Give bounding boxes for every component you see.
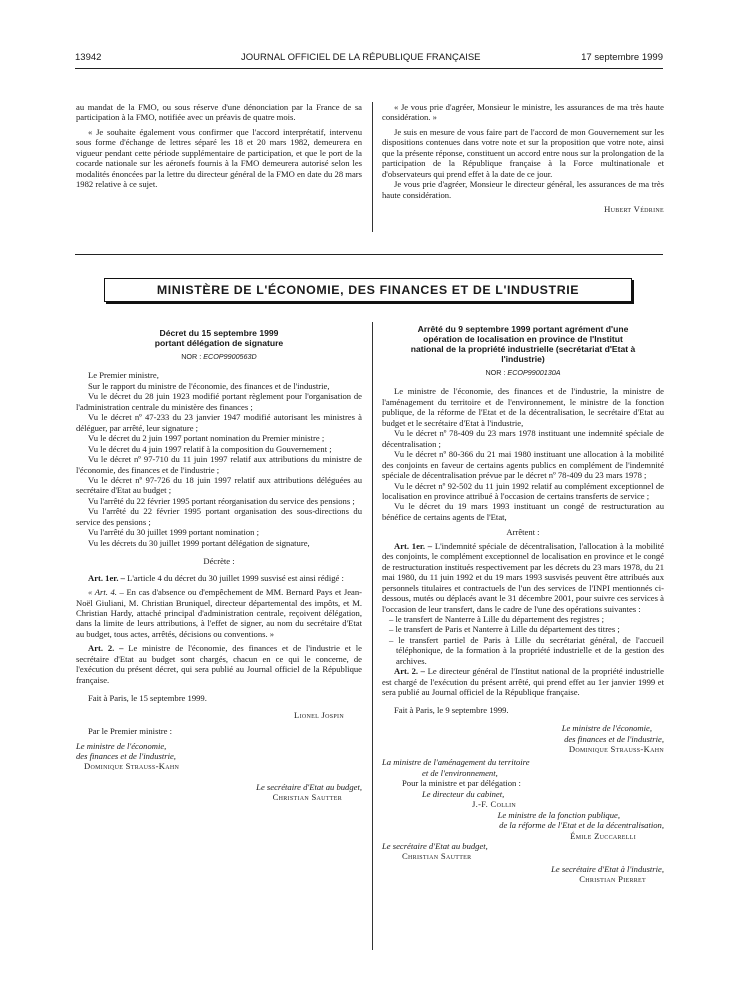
article-label: Art. 2. – [394,666,425,677]
paragraph: « Je souhaite également vous confirmer que l'accord interprétatif, intervenu sous forme d'échange de lettres séparé les 18 et 20 mars 1982, demeurera en vigueur pendant cette période supplémentaire de participation, et que le port de la cocarde nationale sur les aéronefs fournis à la FMO demeurera autorisé selon les modalités énoncées par la lettre du directeur général de la FMO en date du 28 mars 1982 relative à ce sujet. [76,126,362,190]
signature-name: Christian Pierret [579,874,646,885]
article-label: Art. 1er. – [394,540,433,551]
article-1 [382,541,664,614]
place-date: Fait à Paris, le 15 septembre 1999. [88,693,207,704]
signature-title: Le ministre de la fonction publique, [497,809,620,820]
signature-name: Christian Sautter [402,851,472,862]
article-text: En cas d'absence ou d'empêchement de MM. Bernard Pays et Jean-Noël Giuliani, M. Christian Bruniquel, directeur départemental des impôts, et M. Christian Hardy, attaché principal d'administration centrale, reçoivent délégation, dans la limite de leurs attributions, à l'effet de signer, au nom du secrétaire d'Etat au budget, tous actes, arrêtés, décisions ou conventions. » [76,587,362,639]
article-label: Art. 1er. – [88,572,125,583]
visa: Vu le décret nº 78-409 du 23 mars 1978 instituant une indemnité spéciale de décentralisation ; [382,428,664,449]
signature-title: La ministre de l'aménagement du territoire [382,757,530,768]
visa: Vu le décret nº 97-726 du 18 juin 1997 relatif aux attributions déléguées au secrétaire d'Etat au budget ; [76,474,362,496]
top-left-column [76,102,362,190]
header-rule [75,68,663,69]
article-text: Le ministre de l'économie, des finances et de l'industrie et le secrétaire d'Etat au budget sont chargés, chacun en ce qui le concerne, de l'exécution du présent décret, qui sera publié au Journal officiel de la République française. [76,643,362,685]
list-item: – le transfert de Nanterre à Lille du département des registres ; [389,613,604,624]
nor-label: NOR : [485,368,506,377]
arrete-title: Arrêté du 9 septembre 1999 portant agrément d'une [417,324,629,334]
signature-name: Dominique Strauss-Kahn [568,743,664,754]
arrete-title: l'industrie) [501,354,545,364]
visa: Sur le rapport du ministre de l'économie, des finances et de l'industrie, [88,380,330,391]
top-right-column [382,102,664,215]
article-text: L'article 4 du décret du 30 juillet 1999 susvisé est ainsi rédigé : [127,572,344,583]
decret-column [76,328,362,803]
visa: Vu le décret nº 47-233 du 23 janvier 1947 modifié autorisant les ministres à déléguer, par arrêté, leur signature ; [76,412,362,433]
paragraph: Je vous prie d'agréer, Monsieur le directeur général, les assurances de ma très haute considération. [382,179,664,200]
publication-date: 17 septembre 1999 [581,52,663,63]
signature-title: Le secrétaire d'Etat à l'industrie, [551,863,664,874]
signature-title: des finances et de l'industrie, [76,750,176,761]
decret-title: Décret du 15 septembre 1999 [159,328,279,338]
signature-title: Le ministre de l'économie, [561,723,652,734]
signature-title: Le secrétaire d'Etat au budget, [256,781,362,792]
decret-visas [76,370,362,548]
decrete-label: Décrète : [203,556,235,567]
arrete-title: opération de localisation en province de l'Institut [423,334,623,344]
page-header [75,52,663,68]
visa: Vu le décret nº 92-502 du 11 juin 1992 relatif au complément exceptionnel de localisation en province attribué à l'occasion de certains transferts de service ; [382,480,664,501]
signature-name: Lionel Jospin [294,709,344,720]
section-rule [75,254,663,255]
column-divider [372,102,373,232]
article-label: « Art. 4. – [88,587,124,598]
article-4-quote [76,587,362,639]
signature-intro: Par le Premier ministre : [88,726,173,737]
arretent-label: Arrêtent : [506,527,540,538]
column-divider [372,322,373,950]
article-1 [76,573,362,583]
paragraph: Je suis en mesure de vous faire part de l'accord de mon Gouvernement sur les dispositions contenues dans votre note et sur la proposition que votre note, ainsi que la présente réponse, constituent un accord entre nous sur la prolongation de la participation de la République française à la Force multinationale et d'observateurs qui prend effet à la date de ce jour. [382,126,664,179]
visa: Vu l'arrêté du 22 février 1995 portant réorganisation du service des pensions ; [88,495,355,506]
decret-nor [76,352,362,362]
article-text: L'indemnité spéciale de décentralisation, l'allocation à la mobilité des conjoints, le complément exceptionnel de localisation en province et le congé de restructuration institués respectivement par les décrets du 23 mars 1978, du 21 mai 1980, du 11 juin 1992 et du 19 mars 1993 susvisés peuvent être attribués aux personnels titulaires et contractuels de l'un des services de l'INPI mentionnés ci-dessous, mutés ou déplacés avant le 31 décembre 2001, pour suivre ces services à l'occasion de leur transfert, dans le cadre de l'une des opérations suivantes : [382,540,664,614]
visa: Le Premier ministre, [88,370,159,381]
visa: Vu le décret du 19 mars 1993 instituant un congé de restructuration au bénéfice de certains agents de l'Etat, [382,501,664,522]
visa: Vu les décrets du 30 juillet 1999 portant délégation de signature, [88,537,310,548]
place-date: Fait à Paris, le 9 septembre 1999. [394,704,509,715]
article-text: Le directeur général de l'Institut national de la propriété industrielle est chargé de l'exécution du présent arrêté, qui prend effet au 1er janvier 1999 et sera publié au Journal officiel de la République française. [382,666,664,698]
page-number: 13942 [75,52,102,63]
journal-title: JOURNAL OFFICIEL DE LA RÉPUBLIQUE FRANÇAISE [241,52,481,63]
visa: Vu le décret du 4 juin 1997 relatif à la composition du Gouvernement ; [88,443,332,454]
signature-title: Le secrétaire d'Etat au budget, [382,841,488,852]
signature-title: Le directeur du cabinet, [422,788,505,799]
visa: Vu le décret du 28 juin 1923 modifié portant règlement pour l'organisation de l'administration centrale du ministère des finances ; [76,391,362,412]
arrete-visas [382,386,664,522]
visa: Vu le décret nº 80-366 du 21 mai 1980 instituant une allocation à la mobilité des conjoints en faveur de certains agents publics en complément de l'indemnité spéciale de décentralisation prévue par le décret nº 78-409 du 23 mars 1978 ; [382,449,664,481]
signature-name: Christian Sautter [272,792,342,803]
arrete-title: national de la propriété industrielle (secrétariat d'Etat à [410,344,636,354]
nor-code: ECOP9900563D [203,352,257,361]
list-item: – le transfert partiel de Paris à Lille du secrétariat général, de l'accueil téléphonique, de la formation à la propriété industrielle et de la gestion des archives. [389,634,664,666]
article-2 [76,643,362,685]
signature-name: J.-F. Collin [472,799,517,810]
arrete-column [382,324,664,885]
signature-name: Dominique Strauss-Kahn [84,761,180,772]
signature-name: Hubert Védrine [604,204,664,215]
visa: Vu le décret du 2 juin 1997 portant nomination du Premier ministre ; [88,433,325,444]
article-2 [382,666,664,697]
decret-title: portant délégation de signature [154,338,284,348]
signature-title: et de l'environnement, [422,767,498,778]
nor-label: NOR : [181,352,202,361]
paragraph: au mandat de la FMO, ou sous réserve d'une dénonciation par la France de sa participation à la FMO, notifiée avec un préavis de quatre mois. [76,102,362,123]
article-label: Art. 2. – [88,643,124,654]
signature-title: des finances et de l'industrie, [564,733,664,744]
nor-code: ECOP9900130A [507,368,561,377]
signature-title: de la réforme de l'Etat et de la décentralisation, [499,820,664,831]
ministry-banner: MINISTÈRE DE L'ÉCONOMIE, DES FINANCES ET DE L'INDUSTRIE [104,278,632,302]
signature-title: Le ministre de l'économie, [76,740,167,751]
paragraph: « Je vous prie d'agréer, Monsieur le ministre, les assurances de ma très haute considération. » [382,102,664,123]
visa: Le ministre de l'économie, des finances et de l'industrie, la ministre de l'aménagement du territoire et de l'environnement, le ministre de la fonction publique, de la réforme de l'Etat et de la décentralisation, le secrétaire d'Etat au budget et le secrétaire d'Etat à l'industrie, [382,386,664,428]
signature-intro: Pour la ministre et par délégation : [402,778,521,789]
list-item: – le transfert de Paris et Nanterre à Lille du département des titres ; [389,624,620,635]
visa: Vu le décret nº 97-710 du 11 juin 1997 relatif aux attributions du ministre de l'économie, des finances et de l'industrie ; [76,454,362,475]
visa: Vu l'arrêté du 30 juillet 1999 portant nomination ; [88,527,259,538]
signature-name: Émile Zuccarelli [570,830,636,841]
visa: Vu l'arrêté du 22 février 1995 portant organisation des sous-directions du service des pensions ; [76,506,362,527]
arrete-nor [382,368,664,378]
